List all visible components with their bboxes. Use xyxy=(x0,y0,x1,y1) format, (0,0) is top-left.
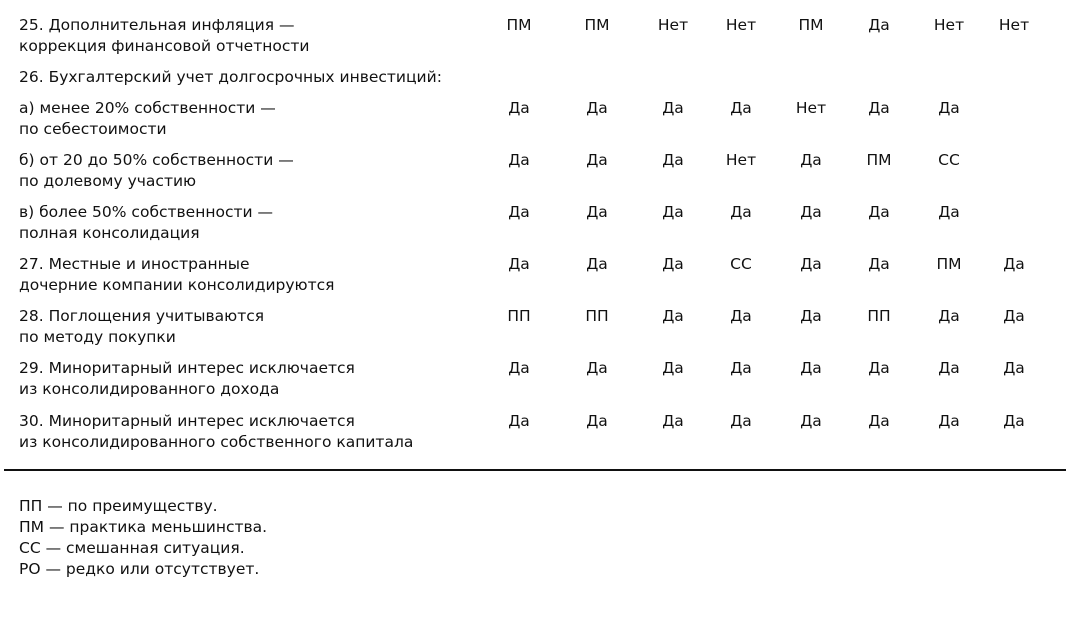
table-cell: Да xyxy=(938,412,960,430)
table-cell: Да xyxy=(800,255,822,273)
table-cell: ПП xyxy=(507,307,531,325)
row-label-line: из консолидированного дохода xyxy=(19,380,280,398)
table-cell: Да xyxy=(868,412,890,430)
row-label xyxy=(19,98,489,140)
table-cell: Да xyxy=(662,307,684,325)
row-label-line: б) от 20 до 50% собственности — xyxy=(19,151,294,169)
table-cell: Да xyxy=(938,99,960,117)
table-cell: Да xyxy=(800,151,822,169)
legend xyxy=(19,496,267,580)
row-label-line: по методу покупки xyxy=(19,328,176,346)
table-cell: Нет xyxy=(933,16,965,34)
table-cell: Да xyxy=(508,255,530,273)
row-label-line: 28. Поглощения учитываются xyxy=(19,307,265,325)
table-cell: ПМ xyxy=(936,255,962,273)
row-label xyxy=(19,67,489,88)
table-cell: ПМ xyxy=(506,16,532,34)
legend-item: ПП — по преимуществу. xyxy=(19,497,218,515)
table-cell: Да xyxy=(586,203,608,221)
table-cell: Да xyxy=(800,307,822,325)
row-label-line: по долевому участию xyxy=(19,172,197,190)
table-cell: Да xyxy=(586,99,608,117)
table-cell: Да xyxy=(586,359,608,377)
table-cell: Да xyxy=(868,99,890,117)
legend-item: ПМ — практика меньшинства. xyxy=(19,518,268,536)
table-cell: Нет xyxy=(998,16,1030,34)
row-label-line: коррекция финансовой отчетности xyxy=(19,37,310,55)
table-cell: ПМ xyxy=(584,16,610,34)
table-cell: Да xyxy=(800,203,822,221)
table-cell: Нет xyxy=(725,16,757,34)
table-cell: Да xyxy=(508,99,530,117)
table-cell: Да xyxy=(508,203,530,221)
row-label-line: в) более 50% собственности — xyxy=(19,203,274,221)
row-label xyxy=(19,358,489,400)
table-cell: Да xyxy=(938,203,960,221)
row-label-line: 26. Бухгалтерский учет долгосрочных инвестиций: xyxy=(19,68,442,86)
table-cell: Да xyxy=(1003,255,1025,273)
row-label-line: 30. Миноритарный интерес исключается xyxy=(19,412,355,430)
table-cell: Да xyxy=(730,412,752,430)
table-cell: Да xyxy=(1003,359,1025,377)
row-label-line: из консолидированного собственного капитала xyxy=(19,433,414,451)
table-cell: Да xyxy=(1003,307,1025,325)
table-cell: СС xyxy=(730,255,752,273)
table-cell: Да xyxy=(800,412,822,430)
table-cell: Да xyxy=(730,359,752,377)
table-cell: Да xyxy=(508,412,530,430)
row-label xyxy=(19,150,489,192)
table-cell: Да xyxy=(662,359,684,377)
table-cell: СС xyxy=(938,151,960,169)
table-cell: ПП xyxy=(867,307,891,325)
table-cell: Да xyxy=(662,203,684,221)
table-cell: Да xyxy=(508,359,530,377)
row-label xyxy=(19,202,489,244)
table-cell: ПМ xyxy=(866,151,892,169)
table-cell: Да xyxy=(868,255,890,273)
row-label-line: полная консолидация xyxy=(19,224,200,242)
table-cell: Да xyxy=(662,99,684,117)
table-cell: Да xyxy=(586,255,608,273)
table-cell: Да xyxy=(730,99,752,117)
table-divider xyxy=(4,469,1066,471)
table-cell: Да xyxy=(662,151,684,169)
row-label xyxy=(19,254,489,296)
table-cell: Да xyxy=(868,203,890,221)
table-cell: Да xyxy=(586,151,608,169)
table-cell: Да xyxy=(868,16,890,34)
table-cell: Да xyxy=(662,412,684,430)
row-label-line: 27. Местные и иностранные xyxy=(19,255,250,273)
table-cell: Да xyxy=(586,412,608,430)
table-cell: Нет xyxy=(725,151,757,169)
row-label xyxy=(19,411,489,453)
legend-item: СС — смешанная ситуация. xyxy=(19,539,245,557)
table-cell: Нет xyxy=(657,16,689,34)
row-label-line: а) менее 20% собственности — xyxy=(19,99,276,117)
table-cell: ПМ xyxy=(798,16,824,34)
table-cell: Да xyxy=(730,307,752,325)
table-cell: Да xyxy=(938,307,960,325)
table-cell: Да xyxy=(868,359,890,377)
table-cell: ПП xyxy=(585,307,609,325)
table-cell: Да xyxy=(800,359,822,377)
table-cell: Да xyxy=(1003,412,1025,430)
table-cell: Да xyxy=(662,255,684,273)
row-label-line: дочерние компании консолидируются xyxy=(19,276,335,294)
row-label xyxy=(19,15,489,57)
table-cell: Да xyxy=(938,359,960,377)
row-label-line: по себестоимости xyxy=(19,120,167,138)
row-label xyxy=(19,306,489,348)
table-cell: Нет xyxy=(795,99,827,117)
table-cell: Да xyxy=(730,203,752,221)
row-label-line: 29. Миноритарный интерес исключается xyxy=(19,359,355,377)
legend-item: РО — редко или отсутствует. xyxy=(19,560,260,578)
row-label-line: 25. Дополнительная инфляция — xyxy=(19,16,295,34)
table-cell: Да xyxy=(508,151,530,169)
